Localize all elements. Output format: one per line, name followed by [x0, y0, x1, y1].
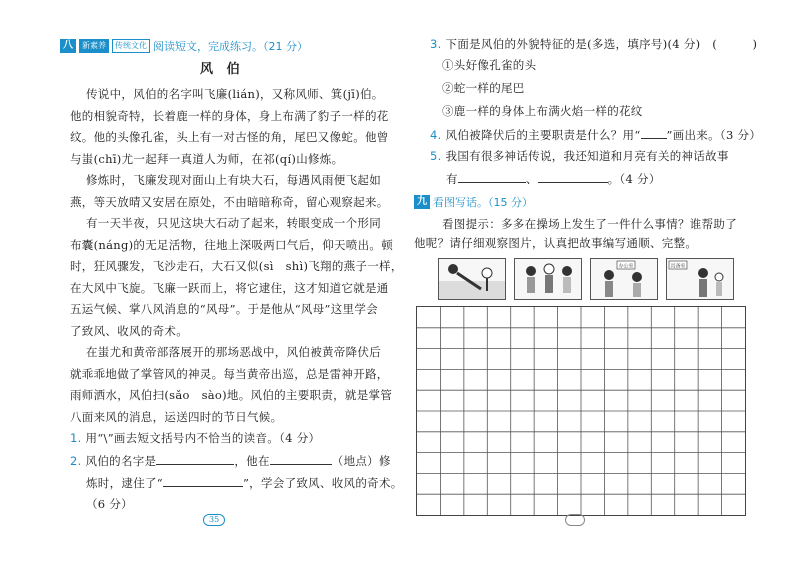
story-line: 在蚩尤和黄帝部落展开的那场恶战中，风伯被黄帝降伏后: [86, 345, 381, 359]
q5-text-a: 我国有很多神话传说，我还知道和月亮有关的神话故事: [445, 149, 729, 163]
q2-text-b: ，他在: [234, 454, 270, 468]
question-3: [430, 36, 757, 52]
section-number: 九: [414, 195, 430, 209]
question-1: [70, 430, 320, 446]
story-line: 有一天半夜，只见这块大石动了起来，转眼变成一个形同: [86, 216, 381, 230]
q4-number: 4.: [430, 128, 442, 142]
answer-blank-myth-2[interactable]: [538, 170, 608, 183]
story-line: 与蚩(chī)尤一起拜一真道人为师，在祁(qí)山修炼。: [70, 151, 344, 166]
answer-blank-place[interactable]: [270, 452, 332, 465]
story-line: 雨师洒水，风伯扫(sǎo sào)地。风伯的主要职责，就是掌管: [70, 388, 393, 402]
answer-blank-object[interactable]: [163, 474, 243, 487]
story-line: 八面来风的消息，运送四时的节日气候。: [70, 409, 283, 424]
section-header-8: [60, 38, 308, 54]
story-line: 就乖乖地做了掌管风的神灵。每当黄帝出巡，总是雷神开路，: [70, 366, 389, 381]
answer-blank-name[interactable]: [156, 452, 234, 465]
picture-3-office: [590, 258, 658, 300]
writing-prompt-line-1: 看图提示：多多在操场上发生了一件什么事情？谁帮助了: [442, 217, 737, 231]
right-page: [400, 0, 800, 566]
page-number-left: 35: [203, 514, 225, 526]
q2-number: 2.: [70, 454, 82, 468]
option-3: ③鹿一样的身体上布满火焰一样的花纹: [442, 104, 643, 118]
option-2: ②蛇一样的尾巴: [442, 81, 525, 95]
story-line: 他的相貌奇特，长着鹿一样的身体，身上布满了豹子一样的花: [70, 108, 389, 123]
writing-grid[interactable]: [416, 306, 746, 516]
story-line: 纹。他的头像孔雀，头上有一对古怪的角，尾巴又像蛇。他曾: [70, 130, 389, 144]
story-line: 时，狂风骤发，飞沙走石，大石又似(sì shì)飞翔的燕子一样，: [70, 259, 403, 273]
story-title: 风 伯: [200, 62, 240, 77]
q5-number: 5.: [430, 149, 442, 163]
story-line: 燕，等天放晴又安居在原处，不由暗暗称奇，留心观察起来。: [70, 194, 389, 209]
section-title: 阅读短文，完成练习。（21 分）: [153, 40, 308, 53]
option-1: ①头好像孔雀的头: [442, 58, 537, 72]
story-line: 五运气候、掌八风消息的“风母”。于是他从“风母”这里学会: [70, 302, 378, 316]
section-header-9: [414, 194, 533, 210]
q4-text-a: 风伯被降伏后的主要职责是什么？用“: [445, 128, 641, 142]
story-line: 了致风、收风的奇术。: [70, 323, 188, 338]
q3-number: 3.: [430, 37, 442, 51]
q2-text-c: （地点）修: [331, 454, 391, 468]
picture-strip: [438, 258, 734, 300]
q4-text-b: ”画出来。（3 分）: [666, 128, 762, 142]
story-line: 布囊(náng)的无足活物，往地上深吸两口气后，仰天喷出。顿: [70, 237, 394, 252]
story-line: 传说中，风伯的名字叫飞廉(lián)，又称风师、箕(jī)伯。: [86, 87, 384, 101]
answer-blank-myth-1[interactable]: [458, 170, 526, 183]
picture-2-help: [514, 258, 582, 300]
picture-4-equipment-room: [666, 258, 734, 300]
q2-score: （6 分）: [86, 497, 133, 511]
q2-text-d: 炼时，逮住了“: [86, 476, 163, 490]
section-number: 八: [60, 39, 76, 53]
section-title: 看图写话。（15 分）: [433, 196, 533, 209]
tag-new-literacy: 新素养: [79, 39, 109, 53]
underline-sample: [641, 126, 667, 139]
q2-text-a: 风伯的名字是: [85, 454, 157, 468]
story-line: 在大风中飞旋。飞廉一跃而上，将它逮住，这才知道它就是通: [70, 280, 389, 295]
question-2-line2: [86, 474, 403, 491]
q3-text: 下面是风伯的外貌特征的是(多选，填序号)(4 分) ( ): [445, 37, 758, 51]
picture-1-fall: [438, 258, 506, 300]
story-line: 修炼时，飞廉发现对面山上有块大石，每遇风雨便飞起如: [86, 173, 381, 187]
question-2: [70, 452, 391, 469]
office-sign: 办公室: [618, 263, 634, 270]
tag-traditional-culture: 传统文化: [112, 39, 150, 53]
writing-prompt-line-2: 他呢？请仔细观察图片，认真把故事编写通顺、完整。: [414, 236, 698, 250]
equipment-room-sign: 具备室: [670, 263, 686, 270]
q2-text-e: ”，学会了致风、收风的奇术。: [242, 476, 403, 490]
q1-number: 1.: [70, 431, 82, 445]
q5-text-b: 有: [446, 172, 458, 186]
q1-text: 用“\”画去短文括号内不恰当的读音。（4 分）: [85, 431, 321, 445]
q5-text-c: 、: [525, 172, 538, 186]
q5-text-d: 。（4 分）: [607, 172, 661, 186]
question-5: [430, 148, 729, 164]
page-number-right: [565, 514, 585, 526]
question-5-line2: [446, 170, 661, 187]
question-4: [430, 126, 761, 143]
